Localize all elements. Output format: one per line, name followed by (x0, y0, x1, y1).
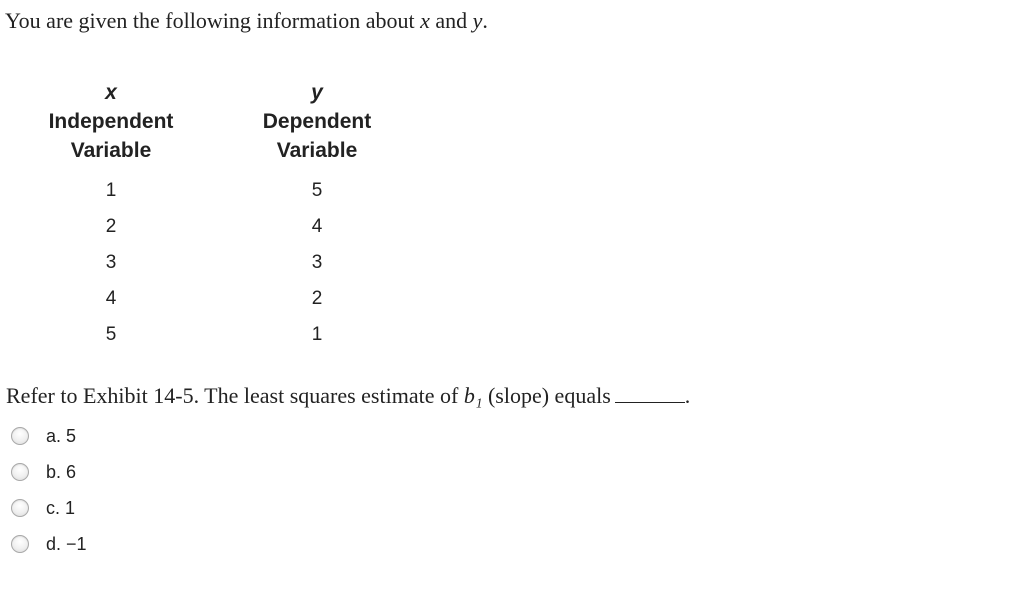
question-text (6, 381, 690, 411)
table-row (30, 281, 442, 317)
question-symbol: b₁ (463, 383, 483, 408)
option-d[interactable] (10, 526, 87, 562)
table-header-row (30, 78, 442, 173)
y-cell: 4 (311, 216, 323, 237)
y-header-line1: Dependent (262, 110, 372, 133)
option-d-radio[interactable] (11, 535, 29, 553)
intro-text (5, 6, 488, 36)
option-b-label: b. 6 (46, 461, 77, 482)
intro-prefix: You are given the following information about (5, 8, 421, 33)
y-cell: 1 (311, 324, 323, 345)
x-header-line2: Variable (70, 139, 152, 162)
x-cell: 2 (105, 216, 117, 237)
x-cell: 5 (105, 324, 117, 345)
table-row (30, 317, 442, 353)
x-cell: 4 (105, 288, 117, 309)
intro-var-x: x (420, 8, 430, 33)
option-b[interactable] (10, 454, 87, 490)
answer-options (10, 418, 87, 562)
x-header-line1: Independent (48, 110, 174, 133)
option-c[interactable] (10, 490, 87, 526)
y-cell: 2 (311, 288, 323, 309)
option-a[interactable] (10, 418, 87, 454)
x-column-header (30, 78, 192, 173)
question-end: . (684, 383, 691, 408)
y-cell: 3 (311, 252, 323, 273)
x-cell: 1 (105, 180, 117, 201)
option-b-radio[interactable] (11, 463, 29, 481)
table-row (30, 173, 442, 209)
y-header-line2: Variable (276, 139, 358, 162)
answer-blank (615, 382, 685, 403)
question-prefix: Refer to Exhibit 14-5. The least squares estimate of (6, 383, 464, 408)
y-cell: 5 (311, 180, 323, 201)
table-row (30, 209, 442, 245)
intro-middle: and (429, 8, 473, 33)
y-header-symbol: y (311, 81, 323, 104)
y-column-header (192, 78, 442, 173)
option-c-radio[interactable] (11, 499, 29, 517)
intro-suffix: . (482, 8, 488, 33)
question-suffix: (slope) equals (482, 383, 611, 408)
option-a-label: a. 5 (46, 425, 77, 446)
table-row (30, 245, 442, 281)
exhibit-table (30, 78, 442, 353)
option-c-label: c. 1 (46, 497, 76, 518)
intro-var-y: y (472, 8, 483, 33)
x-header-symbol: x (105, 81, 117, 104)
option-a-radio[interactable] (11, 427, 29, 445)
x-cell: 3 (105, 252, 117, 273)
option-d-label: d. −1 (46, 533, 87, 554)
